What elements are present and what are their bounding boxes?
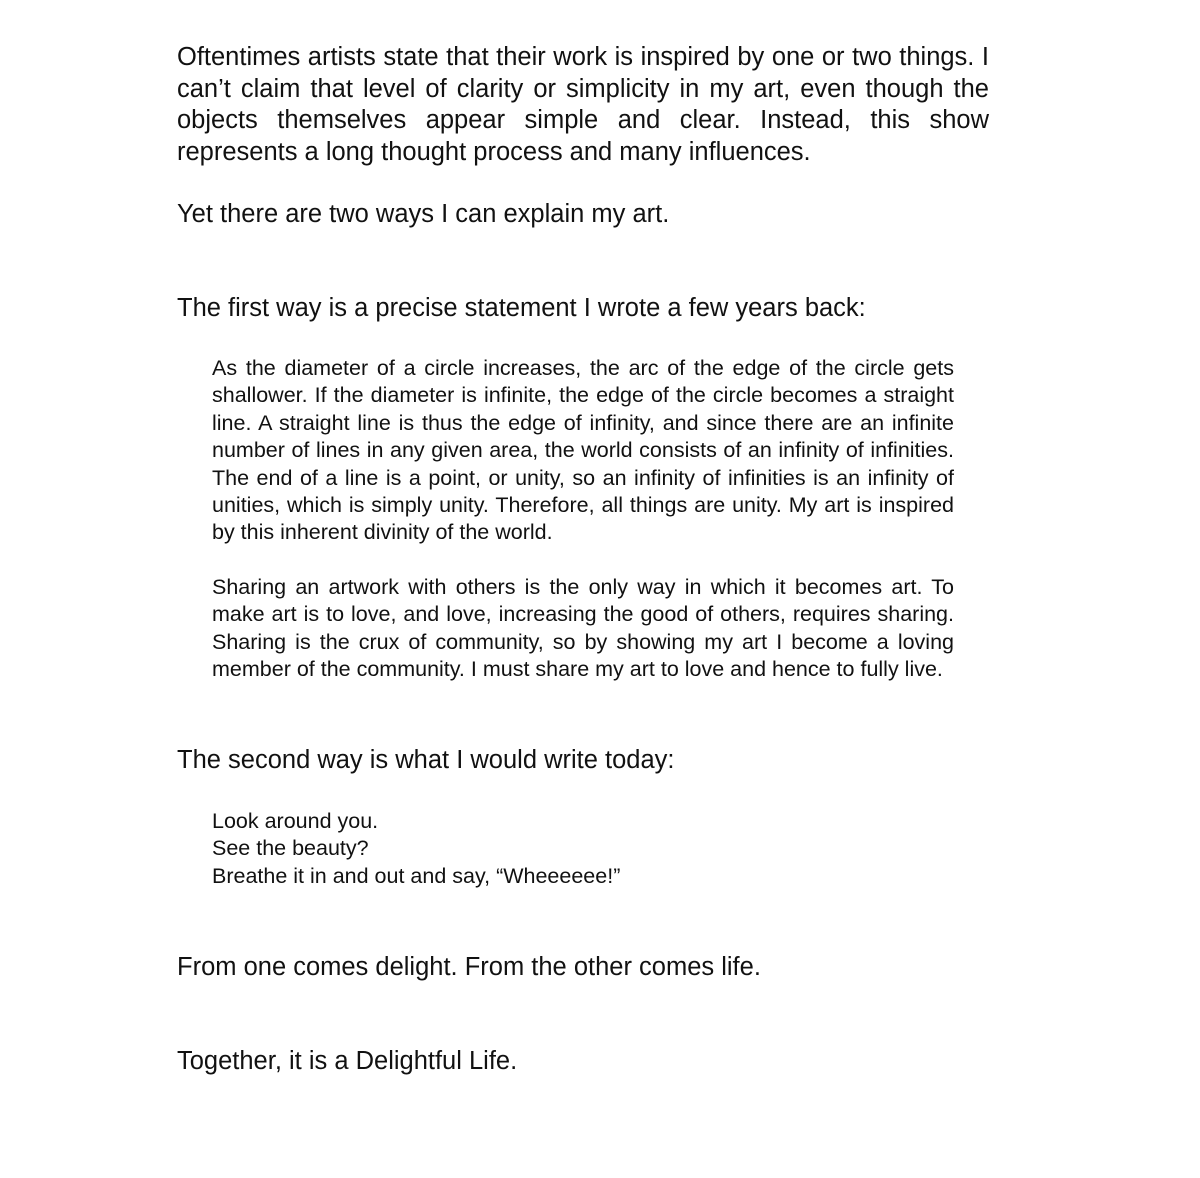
poem-block [177,808,989,890]
second-way-heading: The second way is what I would write today: [177,746,675,775]
poem-line: See the beauty? [212,836,369,861]
together-paragraph: Together, it is a Delightful Life. [177,1046,518,1075]
sharing-statement-quote: Sharing an artwork with others is the only way in which it becomes art. To make art is to love, and love, increasing the good of others, requires sharing. Sharing is the crux of community, so by showing my art I become a loving member of the community. I must share my art to love and hence to fully live. [212,574,954,682]
poem-line: Breathe it in and out and say, “Wheeeeee!” [212,863,621,888]
first-way-heading: The first way is a precise statement I wrote a few years back: [177,293,866,322]
delight-paragraph: From one comes delight. From the other comes life. [177,953,761,982]
poem-line: Look around you. [212,808,379,833]
intro-paragraph: Oftentimes artists state that their work is inspired by one or two things. I can’t claim that level of clarity or simplicity in my art, even though the objects themselves appear simple and clear. Instead, this show represents a long thought process and many influences. [177,43,989,166]
two-ways-paragraph: Yet there are two ways I can explain my art. [177,200,670,228]
artist-statement-document [177,42,989,1077]
circle-statement-quote: As the diameter of a circle increases, the arc of the edge of the circle gets shallower. If the diameter is infinite, the edge of the circle becomes a straight line. A straight line is thus the edge of infinity, and since there are an infinite number of lines in any given area, the world consists of an infinity of infinities. The end of a line is a point, or unity, so an infinity of infinities is an infinity of unities, which is simply unity. Therefore, all things are unity. My art is inspired by this inherent divinity of the world. [212,356,954,545]
